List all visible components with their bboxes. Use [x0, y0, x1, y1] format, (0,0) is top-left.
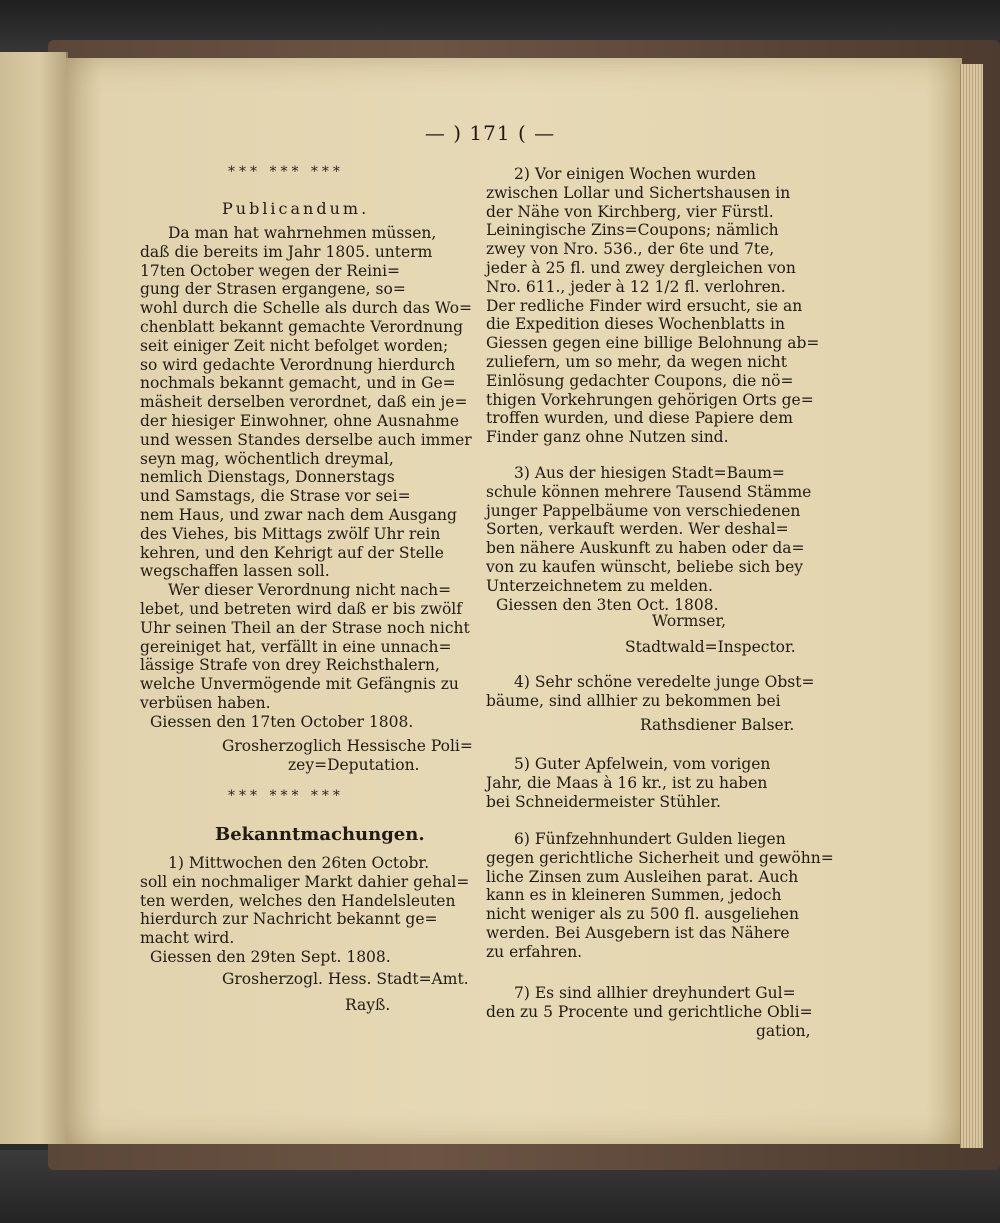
pub-lines-line: nem Haus, und zwar nach dem Ausgang [140, 506, 457, 524]
page-number: — ) 171 ( — [424, 121, 556, 145]
pub-lines-line: der hiesiger Einwohner, ohne Ausnahme [140, 412, 460, 430]
pub-lines-line: nochmals bekannt gemacht, und in Ge= [140, 374, 456, 393]
item2-line: troffen wurden, und diese Papiere dem [486, 409, 793, 428]
pub-lines-line: gereiniget hat, verfällt in eine unnach= [140, 637, 452, 656]
item6-line: gegen gerichtliche Sicherheit und gewöhn= [486, 848, 834, 867]
pub-lines-line: lebet, und betreten wird daß er bis zwölf [140, 600, 462, 618]
bek-lines-line: soll ein nochmaliger Markt dahier gehal= [140, 872, 470, 891]
item3-line: 3) Aus der hiesigen Stadt=Baum= [514, 464, 785, 482]
item2-line: Giessen gegen eine billige Belohnung ab= [486, 334, 820, 353]
item7-line: den zu 5 Procente und gerichtliche Obli= [486, 1002, 813, 1021]
item4-line: 4) Sehr schöne veredelte junge Obst= [514, 673, 815, 691]
item3-line: Sorten, verkauft werden. Wer deshal= [486, 520, 789, 539]
amt-signature-1: Grosherzogl. Hess. Stadt=Amt. [222, 970, 469, 988]
item2-line: 2) Vor einigen Wochen wurden [514, 165, 757, 183]
pub-lines-line: nemlich Dienstags, Donnerstags [140, 468, 395, 487]
pub-lines-line: Wer dieser Verordnung nicht nach= [168, 581, 452, 600]
page-edges [960, 64, 983, 1148]
publicandum-signature-1: Grosherzoglich Hessische Poli= [222, 737, 473, 755]
pub-lines-line: so wird gedachte Verordnung hierdurch [140, 355, 456, 374]
pub-lines-line: und wessen Standes derselbe auch immer [140, 430, 472, 449]
bek-lines-line: ten werden, welches den Handelsleuten [140, 891, 456, 910]
item2-line: Finder ganz ohne Nutzen sind. [486, 428, 729, 447]
pub-lines-line: welche Unvermögende mit Gefängnis zu [140, 675, 459, 694]
pub-lines-line: Giessen den 17ten October 1808. [150, 712, 414, 731]
item3-line: Unterzeichnetem zu melden. [486, 576, 713, 595]
item5-line: Jahr, die Maas à 16 kr., ist zu haben [486, 773, 768, 792]
item2-line: der Nähe von Kirchberg, vier Fürstl. [486, 202, 774, 221]
item2-line: zwischen Lollar und Sichertshausen in [486, 183, 791, 202]
bek-lines-line: Giessen den 29ten Sept. 1808. [150, 948, 391, 966]
pub-lines-line: und Samstags, die Strase vor sei= [140, 487, 411, 506]
bekanntmachungen-heading: Bekanntmachungen. [215, 824, 425, 845]
pub-lines-line: Da man hat wahrnehmen müssen, [168, 224, 437, 242]
item5-line: 5) Guter Apfelwein, vom vorigen [514, 755, 771, 773]
pub-lines-line: kehren, und den Kehrigt auf der Stelle [140, 543, 444, 562]
item3-line: ben nähere Auskunft zu haben oder da= [486, 539, 805, 558]
item3-line: von zu kaufen wünscht, beliebe sich bey [486, 558, 804, 576]
item2-line: Einlösung gedachter Coupons, die nö= [486, 371, 794, 390]
separator-top: *** *** *** [228, 164, 344, 180]
pub-lines-line: gung der Strasen ergangene, so= [140, 280, 406, 299]
item2-line: die Expedition dieses Wochenblatts in [486, 315, 785, 334]
item2-line: Der redliche Finder wird ersucht, sie an [486, 296, 803, 315]
notice-4-signature: Rathsdiener Balser. [640, 716, 795, 734]
pub-lines-line: wegschaffen lassen soll. [140, 562, 330, 581]
item6-line: nicht weniger als zu 500 fl. ausgeliehen [486, 905, 799, 924]
bek-lines-line: 1) Mittwochen den 26ten Octobr. [168, 854, 430, 872]
pub-lines-line: Uhr seinen Theil an der Strase noch nicht [140, 618, 470, 637]
bek-lines-line: hierdurch zur Nachricht bekannt ge= [140, 910, 438, 929]
pub-lines-line: mäsheit derselben verordnet, daß ein je= [140, 393, 468, 412]
item3-line: Giessen den 3ten Oct. 1808. [496, 595, 719, 614]
pub-lines-line: seyn mag, wöchentlich dreymal, [140, 449, 394, 468]
item2-line: zuliefern, um so mehr, da wegen nicht [486, 353, 787, 371]
item6-line: 6) Fünfzehnhundert Gulden liegen [514, 830, 786, 848]
pub-lines-line: verbüsen haben. [140, 694, 271, 712]
item6-line: zu erfahren. [486, 942, 583, 961]
pub-lines-line: 17ten October wegen der Reini= [140, 261, 401, 280]
amt-signature-2: Rayß. [345, 996, 391, 1014]
item6-line: liche Zinsen zum Ausleihen parat. Auch [486, 867, 799, 886]
facing-page-edge [0, 52, 68, 1144]
item4-line: bäume, sind allhier zu bekommen bei [486, 691, 781, 710]
notice-3-signature-2: Stadtwald=Inspector. [625, 638, 796, 656]
item2-line: zwey von Nro. 536., der 6te und 7te, [486, 240, 775, 259]
pub-lines-line: wohl durch die Schelle als durch das Wo= [140, 299, 473, 318]
item2-line: thigen Vorkehrungen gehörigen Orts ge= [486, 390, 814, 409]
item3-line: junger Pappelbäume von verschiedenen [486, 501, 801, 520]
item2-line: Leiningische Zins=Coupons; nämlich [486, 221, 779, 240]
item5-line: bei Schneidermeister Stühler. [486, 792, 721, 811]
item6-line: werden. Bei Ausgebern ist das Nähere [486, 924, 790, 942]
pub-lines-line: des Viehes, bis Mittags zwölf Uhr rein [140, 524, 441, 543]
item6-line: kann es in kleineren Summen, jedoch [486, 886, 782, 905]
publicandum-signature-2: zey=Deputation. [288, 756, 420, 774]
pub-lines-line: chenblatt bekannt gemachte Verordnung [140, 318, 464, 336]
bek-lines-line: macht wird. [140, 929, 235, 948]
separator-middle: *** *** *** [228, 788, 344, 804]
notice-3-signature-1: Wormser, [652, 612, 727, 630]
pub-lines-line: daß die bereits im Jahr 1805. unterm [140, 242, 433, 261]
item3-line: schule können mehrere Tausend Stämme [486, 482, 812, 501]
pub-lines-line: seit einiger Zeit nicht befolget worden; [140, 336, 449, 355]
pub-lines-line: lässige Strafe von drey Reichsthalern, [140, 656, 440, 675]
item2-line: Nro. 611., jeder à 12 1/2 fl. verlohren. [486, 277, 786, 296]
publicandum-heading: Publicandum. [222, 199, 370, 218]
item7-line: 7) Es sind allhier dreyhundert Gul= [514, 984, 796, 1002]
item2-line: jeder à 25 fl. und zwey dergleichen von [486, 259, 796, 277]
item7-line: gation, [756, 1021, 811, 1040]
